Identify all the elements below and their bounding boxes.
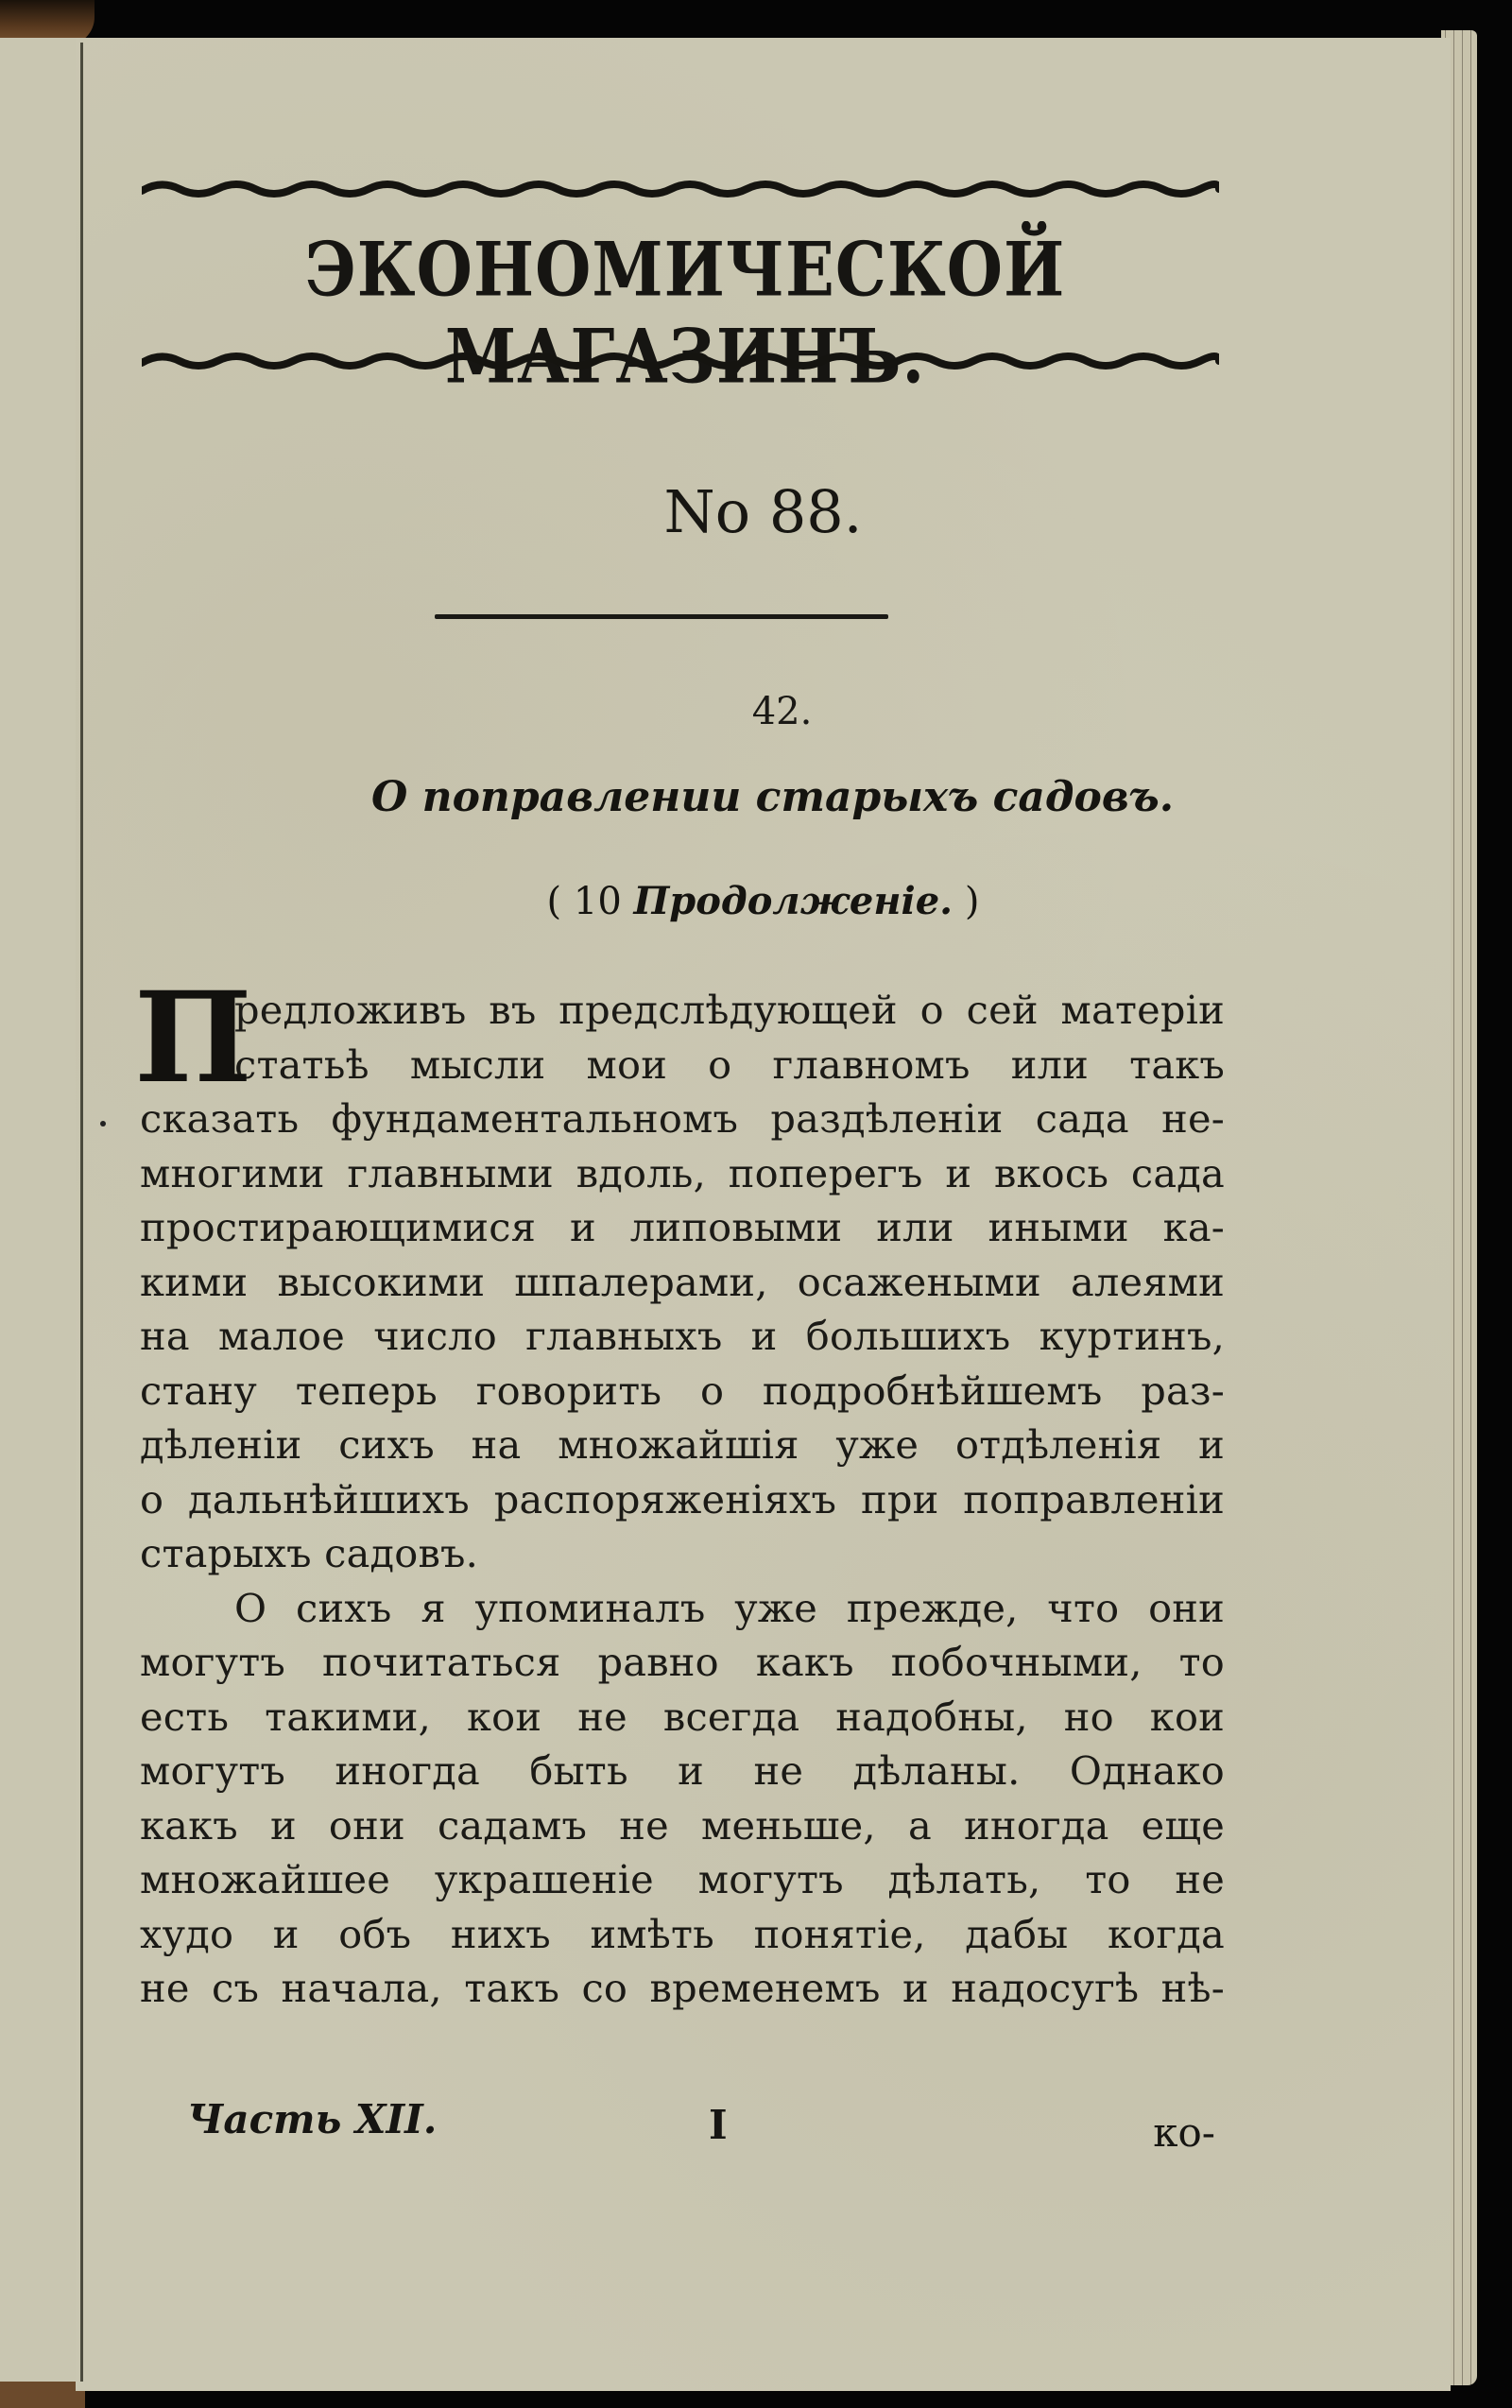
issue-number: No 88.: [663, 477, 863, 546]
body-line: не съ начала, такъ со временемъ и надосугѣ нѣ-: [140, 1965, 1225, 2011]
subtitle-open: ( 10: [546, 880, 634, 923]
body-line: стану теперь говорить о подробнѣйшемъ раз-: [140, 1367, 1225, 1414]
body-line: какъ и они садамъ не меньше, а иногда еще: [140, 1801, 1225, 1849]
divider-rule: [435, 614, 888, 619]
wave-ornament-icon: [142, 178, 1219, 202]
body-line: дѣленіи сихъ на множайшія уже отдѣленія и: [140, 1421, 1225, 1468]
margin-mark: [100, 1121, 106, 1127]
body-line: множайшее украшеніе могутъ дѣлать, то не: [140, 1856, 1225, 1902]
signature-mark: I: [709, 2102, 728, 2148]
body-line: сказать фундаментальномъ раздѣленіи сада не-: [140, 1095, 1225, 1142]
ornamental-rule-top: [142, 178, 1219, 202]
subtitle-close: ): [953, 880, 980, 923]
body-line: О сихъ я упоминалъ уже прежде, что они: [234, 1584, 1225, 1631]
magazine-masthead: ЭКОНОМИЧЕСКОЙ МАГАЗИНЪ.: [304, 227, 1066, 401]
article-body: [134, 965, 1225, 2016]
article-subtitle: [76, 879, 1451, 923]
body-line: старыхъ садовъ.: [140, 1530, 479, 1576]
page-footer: [140, 2096, 1225, 2156]
body-line: могутъ иногда быть и не дѣланы. Однако: [140, 1747, 1225, 1794]
body-line: многими главными вдоль, поперегъ и вкось сада: [140, 1149, 1225, 1196]
body-line: есть такими, кои не всегда надобны, но кои: [140, 1693, 1225, 1740]
body-line: могутъ почитаться равно какъ побочными, то: [140, 1639, 1225, 1685]
catchword: ко-: [1153, 2109, 1215, 2156]
body-line: простирающимися и липовыми или иными ка-: [140, 1204, 1225, 1250]
ornamental-rule-bottom: [142, 350, 1219, 374]
article-number: 42.: [751, 690, 813, 733]
article-title: О поправлении старыхъ садовъ.: [370, 773, 1175, 821]
left-page-edge: [0, 38, 85, 2405]
subtitle-continuation: Продолженіе.: [633, 879, 954, 923]
body-line: редложивъ въ предслѣдующей о сей матеріи: [234, 987, 1225, 1033]
body-line: статьѣ мысли мои о главномъ или такъ: [234, 1041, 1225, 1088]
wave-ornament-icon: [142, 350, 1219, 374]
body-line: кими высокими шпалерами, осажеными алеями: [140, 1258, 1225, 1305]
part-label: Часть XII.: [187, 2096, 438, 2142]
body-line: о дальнѣйшихъ распоряженіяхъ при поправленіи: [140, 1475, 1225, 1522]
book-binding-bottom: [0, 2382, 85, 2408]
body-line: на малое число главныхъ и большихъ куртинъ,: [140, 1313, 1225, 1359]
gutter-fold-line: [80, 43, 83, 2382]
drop-cap: П: [134, 965, 252, 1111]
body-line: худо и объ нихъ имѣть понятіе, дабы когда: [140, 1910, 1225, 1957]
